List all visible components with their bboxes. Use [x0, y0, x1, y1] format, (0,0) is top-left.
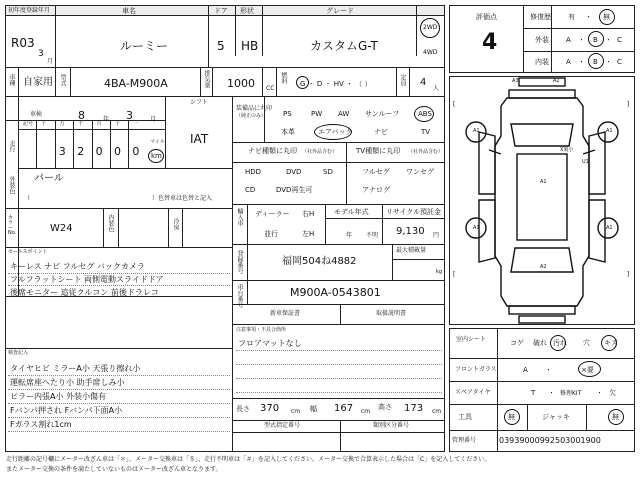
repair-yes: 有 — [568, 13, 575, 21]
displacement-label: 排気量 — [203, 70, 210, 88]
reg-month-unit: 月 — [47, 58, 54, 65]
import-parallel: 並行 — [264, 230, 278, 238]
equip-sunroof: サンルーフ — [365, 110, 400, 118]
repair-dot: ・ — [585, 13, 592, 21]
mileage-col-divider — [36, 120, 37, 168]
seat-yogore-circle — [550, 335, 566, 351]
mileage-digit: 0 — [95, 145, 103, 158]
seat-yabure: 破れ — [533, 339, 547, 347]
equip-airbag: エアバック — [318, 128, 353, 136]
ext-dot1: ・ — [578, 36, 585, 44]
mileage-digit-label: 十 — [41, 121, 47, 127]
svg-text:]: ] — [627, 271, 630, 278]
navi-hdd: HDD — [245, 168, 262, 176]
int-dot1: ・ — [578, 58, 585, 66]
inspector-note-4: Fバンパ押され Fバンパ下面A小 — [10, 406, 123, 415]
navi-dvd: DVD — [286, 168, 302, 176]
length-cm: cm — [291, 408, 301, 415]
shift-value: IAT — [190, 132, 209, 146]
plate-value: 福岡504ね4882 — [282, 256, 357, 267]
tools-value: 無 — [508, 413, 515, 421]
reg-date-label: 初年度登録年月 — [8, 7, 51, 14]
color-label: 外装色 — [8, 176, 15, 194]
equip-pw: PW — [311, 110, 323, 118]
repair-label: 修復歴 — [530, 13, 551, 21]
jack-label: ジャッキ — [542, 413, 570, 421]
mark-x-ura: X裏小 — [560, 147, 574, 153]
width-label: 幅 — [310, 405, 317, 413]
color-change-note: ）色替車は色替と記入 — [152, 195, 213, 202]
chassis-value: M900A-0543801 — [290, 286, 381, 299]
sales-point-1: キーレス ナビ フルセグ バックカメラ — [10, 262, 145, 271]
front-glass-dot: ・ — [545, 366, 552, 374]
model-value: 4BA-M900A — [104, 77, 168, 90]
grade-label: グレード — [326, 7, 354, 15]
mileage-col-divider — [110, 120, 111, 168]
int-a: A — [566, 58, 571, 66]
manage-label: 管理番号 — [452, 437, 477, 444]
ext-a: A — [566, 36, 571, 44]
import-label: 輸入車 — [236, 208, 243, 226]
mileage-digit: 3 — [58, 145, 66, 158]
inspector-note-2: 運転席座へたり小 助手席しみ小 — [10, 378, 125, 387]
navi-type-label: ナビ種類に丸印 — [248, 147, 297, 155]
inspector-note-5: Fガラス割れ1cm — [10, 420, 72, 429]
drive-4wd: 4WD — [423, 49, 438, 56]
seat-ana: 穴 — [583, 339, 590, 347]
car-name-label: 車名 — [122, 7, 136, 15]
model-year-label: モデル年式 — [334, 208, 369, 216]
inspector-note-3: ピラー内張A小 外装小傷有 — [10, 392, 107, 401]
max-load-label: 最大積載量 — [396, 247, 427, 254]
inspector-notes-label: 検査記入 — [8, 350, 29, 356]
car-name: ルーミー — [120, 39, 169, 53]
mark-a2-front: A2 — [553, 78, 560, 84]
inspection-label: 車検 — [30, 111, 43, 118]
mark-u1: U1 — [582, 159, 589, 165]
score-label: 評価点 — [476, 13, 497, 21]
tv-oneseg: ワンセグ — [406, 168, 434, 176]
int-circle — [588, 53, 604, 69]
inspection-month-unit: 月 — [150, 116, 157, 123]
class-number-label: 類別区分番号 — [373, 422, 410, 429]
mark-a2-rear: A2 — [540, 264, 547, 270]
height-cm: cm — [432, 408, 442, 415]
int-c: C — [617, 58, 622, 66]
mile-unit: マイル — [150, 139, 165, 145]
door-label: ドア — [214, 7, 228, 15]
mark-a1-fr: A1 — [606, 128, 613, 134]
equip-abs: ABS — [418, 110, 432, 118]
chassis-label: 車台番号 — [236, 284, 243, 308]
height-value: 173 — [404, 403, 424, 414]
km-unit: km — [151, 152, 162, 160]
import-left: 左H — [302, 230, 315, 238]
notes-label: 注意事項・不具合箇所 — [236, 327, 287, 333]
abs-circle — [414, 106, 434, 122]
navi-type-sub: （社外品含む） — [302, 149, 338, 155]
length-value: 370 — [260, 403, 280, 414]
ext-label: 外装 — [535, 36, 549, 44]
jack-circle — [608, 409, 624, 425]
tools-circle — [504, 409, 520, 425]
front-glass-a: A — [523, 366, 528, 374]
seat-kizu: キズ — [604, 339, 618, 347]
door-count: 5 — [217, 39, 225, 53]
score-value: 4 — [482, 30, 498, 55]
tools-label: 工具 — [458, 413, 472, 421]
mileage-col-divider — [128, 120, 129, 168]
inspection-month: 3 — [126, 109, 133, 122]
spare-missing: 欠 — [609, 389, 616, 397]
svg-text:[: [ — [453, 271, 456, 278]
cc-unit: CC — [266, 85, 275, 92]
color-code-label: カラー No. — [8, 215, 17, 236]
ext-dot2: ・ — [605, 36, 612, 44]
tv-analog: アナログ — [362, 186, 390, 194]
mark-a1-rl: A1 — [473, 225, 480, 231]
color-paren: （ — [24, 195, 31, 202]
use-label: 車種 — [8, 74, 15, 86]
reg-era: R03 — [11, 36, 35, 50]
mark-a3: A3 — [512, 78, 519, 84]
front-glass-circle — [578, 361, 601, 377]
airbag-circle — [314, 124, 352, 140]
manual-label: 取扱説明書 — [376, 310, 407, 317]
equip-tv: TV — [421, 128, 431, 136]
recycle-label: リサイクル預託金 — [386, 208, 442, 216]
tv-fullseg: フルセグ — [362, 168, 390, 176]
sales-points-label: セールスポイント — [8, 249, 48, 255]
type-designation-label: 型式指定番号 — [264, 422, 301, 429]
inspector-note-1: タイヤヒビ ミラーA小 天張り擦れ小 — [10, 364, 141, 373]
mileage-col-divider — [55, 120, 56, 168]
ext-b: B — [593, 36, 598, 44]
svg-text:[: [ — [453, 101, 456, 108]
footer-line-1: 走行距離の記号欄にメーター改ざん車は「＊」、メーター交換車は「＄」、走行不明車は「＃」を記入してください。メーター交換で合算表示した場合は「C」を記入してください。 — [6, 456, 491, 463]
repair-circle — [599, 9, 615, 25]
fuel-options: G ・ D ・ HV ・ （ ） — [300, 80, 372, 88]
mileage-col-divider — [73, 120, 74, 168]
recycle-yen: 円 — [433, 232, 440, 239]
capacity-label: 定員 — [399, 74, 406, 86]
tv-type-sub: （社外品含む） — [408, 149, 444, 155]
color-code-value: W24 — [50, 223, 73, 234]
width-value: 167 — [334, 403, 354, 414]
max-load-kg: kg — [436, 269, 443, 275]
ext-c: C — [617, 36, 622, 44]
person-unit: 人 — [433, 85, 440, 92]
use-value: 自家用 — [23, 77, 53, 88]
mileage-digit-label: 記号 — [23, 121, 34, 127]
mark-a1-fl: A1 — [473, 128, 480, 134]
inspection-year-unit: 年 — [103, 116, 110, 123]
shift-label: シフト — [190, 99, 209, 106]
equip-aw: AW — [338, 110, 350, 118]
width-cm: cm — [361, 408, 371, 415]
inspection-year: 8 — [78, 109, 85, 122]
repair-no: 無 — [603, 13, 610, 21]
recycle-cool-label: 冷房 — [172, 218, 179, 230]
interior-color-label: 内装色 — [107, 214, 114, 232]
jack-value: 無 — [612, 413, 619, 421]
mileage-digit-label: 千 — [78, 121, 84, 127]
reg-month: 3 — [38, 49, 44, 59]
mileage-digit: 0 — [132, 145, 140, 158]
int-b: B — [593, 58, 598, 66]
seat-yogore: 汚れ — [553, 339, 567, 347]
equip-leather: 本革 — [281, 128, 295, 136]
tv-type-label: TV種類に丸印 — [356, 147, 401, 155]
grade-value: カスタムG-T — [310, 39, 378, 53]
manage-value: 03939000992503001900 — [499, 436, 601, 445]
fuel-label: 燃料 — [280, 72, 287, 84]
sales-point-3: 後席モニター 追従クルコン 前後ドラレコ — [10, 288, 159, 297]
spare-t: T — [531, 389, 536, 397]
fuel-circle — [296, 76, 309, 89]
car-damage-diagram — [449, 76, 635, 325]
shape-label: 形状 — [240, 7, 254, 15]
plate-label: 登録番号 — [236, 250, 243, 274]
displacement-value: 1000 — [227, 77, 255, 90]
model-label: 型式 — [59, 74, 66, 86]
sales-point-2: フルフラットシート 両側電動スライドドア — [10, 275, 164, 284]
mileage-label: 走行 — [8, 140, 15, 152]
svg-text:]: ] — [627, 101, 630, 108]
mileage-digit: 0 — [114, 145, 121, 158]
spare-dot1: ・ — [548, 389, 555, 397]
import-dealer: ディーラー — [255, 210, 290, 218]
int-label: 内装 — [535, 58, 549, 66]
recycle-value: 9,130 — [396, 226, 425, 237]
body-shape: HB — [241, 39, 259, 53]
notes-line-1: フロアマットなし — [238, 339, 302, 348]
mileage-digit-label: 十 — [115, 121, 121, 127]
equipment-label: 装備品に丸印 — [236, 105, 273, 112]
mark-a1-roof: A1 — [540, 179, 547, 185]
mileage-digit-label: 百 — [96, 121, 102, 127]
capacity-value: 4 — [420, 77, 427, 88]
mileage-digit-label: 一 — [133, 121, 139, 127]
navi-sd: SD — [323, 168, 333, 176]
model-year-unit: 年 — [346, 232, 353, 239]
mileage-digit: 2 — [77, 145, 85, 158]
front-glass-label: フロントガラス — [455, 366, 497, 373]
spare-kit: 修理KIT — [560, 390, 582, 397]
height-label: 高さ — [378, 403, 392, 411]
seat-kizu-circle — [601, 335, 617, 351]
model-year-unknown: 不明 — [366, 232, 379, 239]
new-car-warranty: 新車保証書 — [270, 310, 301, 317]
km-circle — [148, 149, 164, 163]
mark-a1-rr: A1 — [606, 225, 613, 231]
footer-line-2: またメーター交換の条件を満たしていないものはメーター改ざん車となります。 — [6, 466, 222, 473]
int-dot2: ・ — [605, 58, 612, 66]
length-label: 長さ — [236, 405, 250, 413]
equipment-sub: （純正のみ） — [236, 113, 267, 119]
interior-sheet-label: 室内シート — [456, 336, 487, 343]
drive-2wd: 2WD — [423, 24, 438, 31]
ext-circle — [588, 31, 604, 47]
seat-koge: コゲ — [510, 339, 524, 347]
spare-label: スペアタイヤ — [455, 389, 491, 396]
color-value: パール — [34, 173, 64, 184]
mileage-col-divider — [92, 120, 93, 168]
front-glass-x: ×要 — [581, 366, 594, 374]
spare-dot2: ・ — [596, 389, 603, 397]
equip-ps: PS — [283, 110, 292, 118]
navi-cd: CD — [245, 186, 256, 194]
equip-navi: ナビ — [374, 128, 388, 136]
navi-dvd-play: DVD再生可 — [276, 186, 313, 194]
mileage-digit-label: 万 — [59, 121, 65, 127]
import-right: 右H — [302, 210, 315, 218]
